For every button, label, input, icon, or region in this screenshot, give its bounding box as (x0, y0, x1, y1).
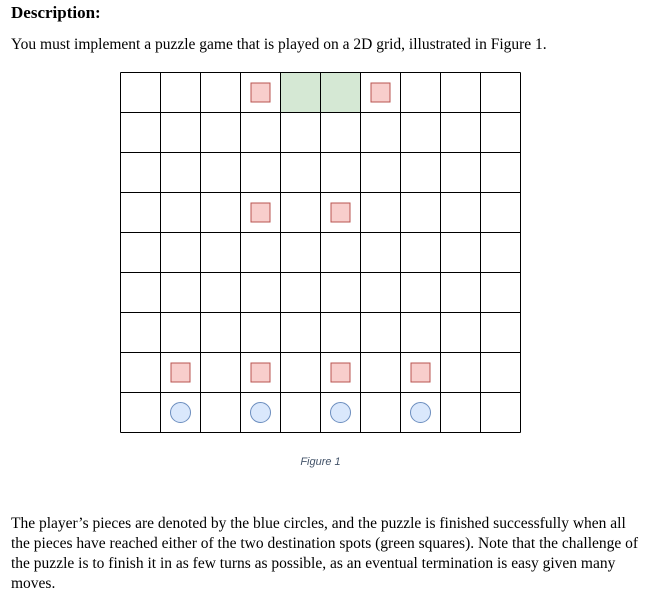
destination-cell (321, 73, 361, 113)
obstacle-block (331, 363, 350, 382)
player-piece (171, 403, 191, 423)
obstacle-block (251, 363, 270, 382)
intro-paragraph: You must implement a puzzle game that is played on a 2D grid, illustrated in Figure 1. (11, 36, 547, 53)
figure-1-grid (120, 72, 521, 433)
destination-cell (281, 73, 321, 113)
player-piece (251, 403, 271, 423)
obstacle-block (251, 203, 270, 222)
description-heading: Description: (11, 3, 101, 22)
player-piece (411, 403, 431, 423)
puzzle-grid (120, 72, 521, 433)
figure-caption: Figure 1 (300, 456, 341, 468)
obstacle-block (251, 83, 270, 102)
obstacle-block (331, 203, 350, 222)
obstacle-block (411, 363, 430, 382)
obstacle-block (171, 363, 190, 382)
obstacle-block (371, 83, 390, 102)
player-piece (331, 403, 351, 423)
body-paragraph: The player’s pieces are denoted by the blue circles, and the puzzle is finished successfully when all the pieces have reached either of the two destination spots (green squares). Note that the challenge of the puzzle is to finish it in as few turns as possible, as an eventual termination is easy given many moves. (11, 515, 639, 592)
